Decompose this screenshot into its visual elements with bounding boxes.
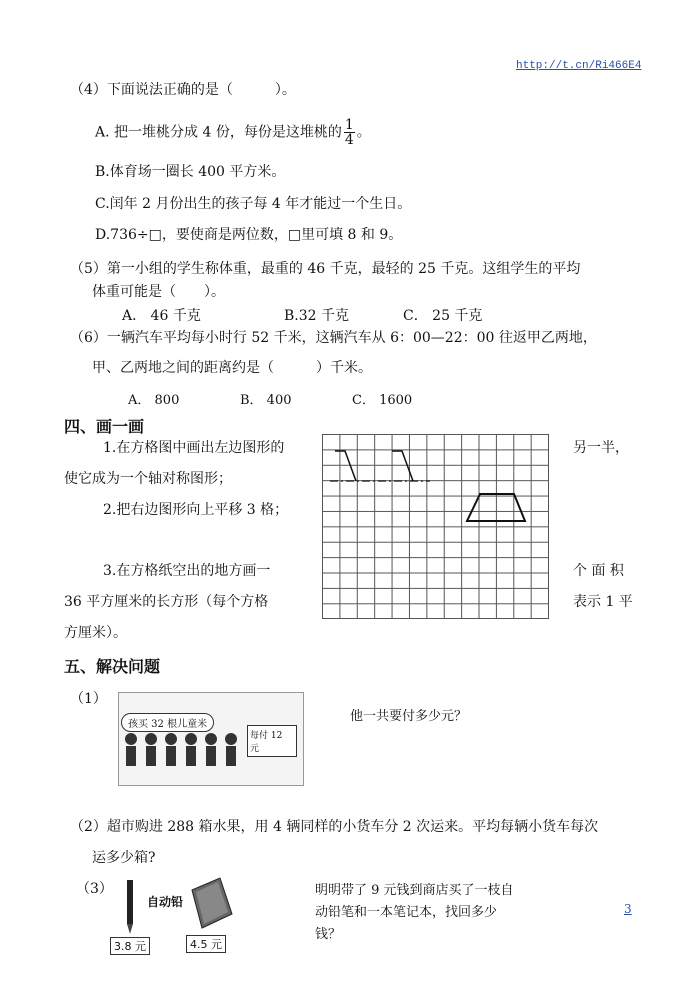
q6-option-a: A． 800 [128,393,180,408]
q6-line2: 甲、乙两地之间的距离约是（ ）千米。 [92,360,372,376]
q3-question: 明明带了 9 元钱到商店买了一枝自动铅笔和一本笔记本，找回多少钱？ [315,883,514,942]
shop-sign: 每付 12 元 [247,725,297,757]
q2-line1: （2）超市购进 288 箱水果，用 4 辆同样的小货车分 2 次运来。平均每辆小货车每次 [70,819,599,835]
q5-option-a: A． 46 千克 [122,308,201,324]
s4-item1-a: 1.在方格图中画出左边图形的 [103,440,285,456]
q4-option-d: D.736÷□，要使商是两位数，□里可填 8 和 9。 [95,227,403,243]
children-figures [119,731,249,783]
s4-item3-a: 3.在方格纸空出的地方画一 [103,563,271,579]
fraction-one-quarter [344,118,355,147]
fraction-numerator: 1 [344,117,354,133]
q1-question: 他一共要付多少元？ [350,709,468,724]
pencil-price: 3.8 元 [110,937,150,955]
trapezoid-shape [467,494,525,521]
s4-item2: 2.把右边图形向上平移 3 格； [103,502,289,518]
s4-item3-d: 表示 1 平 [573,594,633,610]
s4-item3-e: 方厘米）。 [64,625,127,641]
s4-item3-c: 36 平方厘米的长方形（每个方格 [64,594,269,610]
header-url[interactable]: http://t.cn/Ri466E4 [516,60,642,72]
q4-stem: （4）下面说法正确的是（ ）。 [70,82,296,98]
q4-option-b: B.体育场一圈长 400 平方米。 [95,164,286,180]
banner-label: 孩买 32 根儿童米 [121,713,214,732]
q1-number: （1） [70,691,107,707]
q6-line1: （6）一辆汽车平均每小时行 52 千米，这辆汽车从 6：00—22：00 往返甲乙两地， [70,330,597,346]
q4-option-c: C.闰年 2 月份出生的孩子每 4 年才能过一个生日。 [95,196,412,212]
q3-number: （3） [76,881,113,897]
page-number[interactable]: 3 [624,902,632,916]
q4-option-a-text: A. 把一堆桃分成 4 份，每份是这堆桃的 [95,124,342,141]
grid-figures [322,434,550,620]
notebook-price: 4.5 元 [186,935,226,953]
q4-option-a-suffix: 。 [356,124,371,141]
s4-item3-b: 个 面 积 [573,563,624,579]
pencil-icon [120,878,140,936]
q6-option-c: C． 1600 [352,393,413,408]
section5-title: 五、解决问题 [64,657,161,676]
pencil-label: 自动铅 [147,895,184,909]
q5-line2: 体重可能是（ ）。 [92,284,225,300]
q5-line1: （5）第一小组的学生称体重，最重的 46 千克，最轻的 25 千克。这组学生的平均 [70,261,581,277]
half-figure-right [392,451,413,481]
fraction-denominator: 4 [344,132,354,148]
children-shopping-illustration [118,692,304,786]
half-figure-left [335,451,356,481]
q5-option-b: B.32 千克 [284,308,350,324]
section4-title: 四、画一画 [64,417,145,436]
s4-item1-b: 另一半， [573,440,629,456]
notebook-icon [186,876,236,932]
q2-line2: 运多少箱? [92,850,156,866]
q4-option-a [95,118,371,147]
q5-option-c: C． 25 千克 [403,308,483,324]
s4-item1-c: 使它成为一个轴对称图形； [64,471,232,487]
q6-option-b: B． 400 [240,393,292,408]
